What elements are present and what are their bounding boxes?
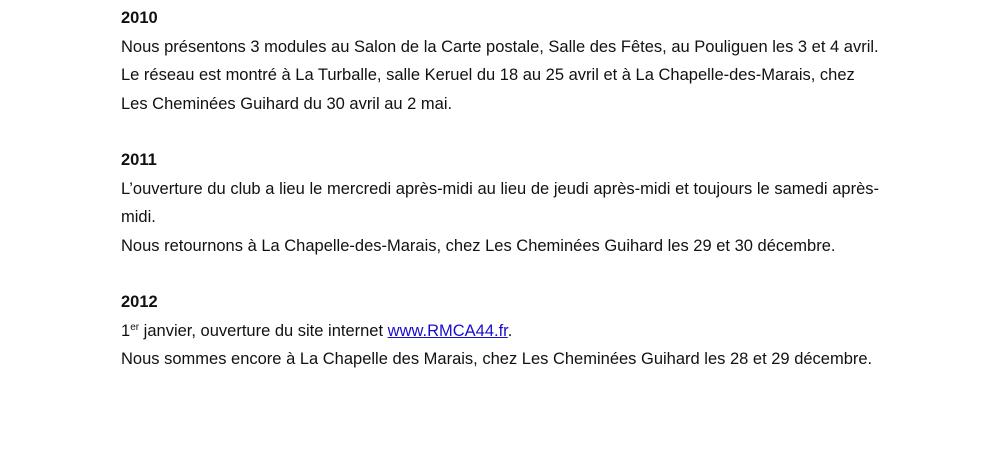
- document-page: [121, 4, 879, 402]
- paragraph: Le réseau est montré à La Turballe, salle Keruel du 18 au 25 avril et à La Chapelle-des-Marais, chez Les Cheminées Guihard du 30 avril au 2 mai.: [121, 66, 855, 113]
- paragraph: Nous retournons à La Chapelle-des-Marais, chez Les Cheminées Guihard les 29 et 30 décembre.: [121, 236, 836, 255]
- launch-text-end: .: [507, 321, 513, 340]
- launch-text: janvier, ouverture du site internet: [139, 321, 388, 340]
- website-link[interactable]: www.RMCA44.fr: [387, 321, 508, 340]
- paragraph: Nous sommes encore à La Chapelle des Marais, chez Les Cheminées Guihard les 28 et 29 décembre.: [121, 350, 873, 368]
- section-2010: [121, 4, 879, 118]
- section-2012: [121, 288, 879, 374]
- day-number: 1: [121, 321, 131, 340]
- paragraph-site-launch: [121, 317, 879, 346]
- year-heading: 2012: [121, 293, 158, 311]
- year-heading: 2010: [121, 9, 158, 27]
- section-2011: [121, 146, 879, 260]
- year-heading: 2011: [121, 151, 157, 169]
- paragraph: L’ouverture du club a lieu le mercredi après-midi au lieu de jeudi après-midi et toujours le samedi après-midi.: [121, 179, 879, 226]
- ordinal-superscript: er: [130, 321, 140, 333]
- paragraph: Nous présentons 3 modules au Salon de la Carte postale, Salle des Fêtes, au Pouliguen les 3 et 4 avril.: [121, 37, 879, 56]
